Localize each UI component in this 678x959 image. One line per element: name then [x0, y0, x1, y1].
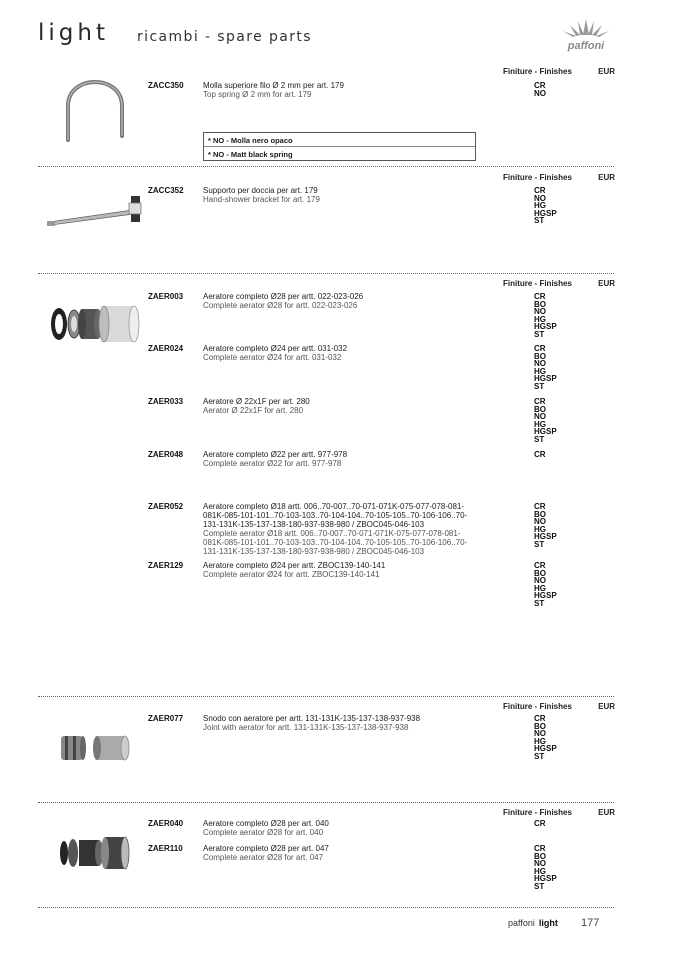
finish-code: ST [534, 881, 545, 891]
description-en: Complete aerator Ø18 artt. 006..70-007..70-071-071K-075-077-078-081-081K-085-101-101..70-103-103..70-104-104..70-105-105..70-106-106..70-131-131K-135-137-138-180-937-938-980 / ZBOC045-046-103 [203, 529, 468, 556]
finish-code: NO [534, 307, 546, 317]
finishes-header-label: Finiture - Finishes [503, 279, 572, 288]
item-description [203, 502, 475, 556]
finish-code: HG [534, 524, 546, 534]
finish-code: NO [534, 88, 546, 98]
finishes-header [503, 808, 615, 817]
item-description [203, 819, 483, 837]
description-it: Aeratore completo Ø28 per artt. 022-023-026 [203, 292, 364, 301]
description-it: Aeratore completo Ø28 per art. 047 [203, 844, 329, 853]
finish-code: NO [534, 576, 546, 586]
eur-header: EUR [598, 173, 615, 182]
finish-code: ST [534, 329, 545, 339]
finish-list [534, 715, 557, 761]
description-en: Complete aerator Ø28 for art. 047 [203, 853, 324, 862]
finish-code: HGSP [534, 322, 557, 332]
description-it: Aeratore completo Ø22 per artt. 977-978 [203, 450, 348, 459]
finishes-header [503, 702, 615, 711]
finish-code: BO [534, 299, 546, 309]
finish-code: CR [534, 561, 546, 570]
item-code: ZAER129 [148, 561, 184, 570]
finish-code: NO [534, 412, 546, 422]
description-en: Complete aerator Ø28 for artt. 022-023-026 [203, 301, 358, 310]
description-en: Aerator Ø 22x1F for art. 280 [203, 406, 304, 415]
description-it: Aeratore completo Ø28 per art. 040 [203, 819, 329, 828]
shower-bracket-image [45, 192, 143, 228]
finish-list [534, 562, 557, 608]
finish-code: HGSP [534, 532, 557, 542]
finish-list [534, 451, 546, 459]
section-divider [38, 166, 614, 167]
finish-code: CR [534, 502, 546, 511]
item-code: ZACC350 [148, 81, 184, 90]
finishes-header-label: Finiture - Finishes [503, 702, 572, 711]
item-description [203, 450, 483, 468]
finishes-header-label: Finiture - Finishes [503, 808, 572, 817]
finish-code: CR [534, 819, 546, 828]
finish-code: ST [534, 598, 545, 608]
finish-code: HG [534, 583, 546, 593]
description-it: Aeratore completo Ø18 artt. 006..70-007..70-071-071K-075-077-078-081-081K-085-101-101..70-103-103..70-104-104..70-105-105..70-106-106..70-131-131K-135-137-138-180-937-938-980 / ZBOC045-046-103 [203, 502, 468, 529]
eur-header: EUR [598, 808, 615, 817]
finish-code: HG [534, 366, 546, 376]
finish-code: HG [534, 201, 546, 211]
aerator-set-image [48, 302, 144, 346]
finish-code: BO [534, 509, 546, 519]
description-en: Hand-shower bracket for art. 179 [203, 195, 320, 204]
page-number: 177 [581, 917, 600, 929]
eur-header: EUR [598, 279, 615, 288]
item-code: ZAER077 [148, 714, 184, 723]
finish-code: HG [534, 866, 546, 876]
description-en: Complete aerator Ø28 for art. 040 [203, 828, 324, 837]
finish-code: ST [534, 216, 545, 226]
finishes-header [503, 279, 615, 288]
finish-code: HGSP [534, 427, 557, 437]
item-description [203, 561, 483, 579]
item-code: ZAER110 [148, 844, 183, 853]
note-en: * NO - Matt black spring [208, 150, 293, 159]
finishes-header [503, 67, 615, 76]
finish-list [534, 845, 557, 891]
finish-code: NO [534, 859, 546, 869]
item-code: ZAER048 [148, 450, 184, 459]
finish-code: ST [534, 751, 545, 761]
item-code: ZAER033 [148, 397, 184, 406]
finish-code: NO [534, 359, 546, 369]
description-en: Joint with aerator for artt. 131-131K-135-137-138-937-938 [203, 723, 409, 732]
finishes-header-label: Finiture - Finishes [503, 67, 572, 76]
finish-code: NO [534, 517, 546, 527]
finish-code: CR [534, 844, 546, 853]
item-code: ZAER024 [148, 344, 184, 353]
finish-list [534, 345, 557, 391]
finish-code: HGSP [534, 874, 557, 884]
description-en: Complete aerator Ø24 for artt. 031-032 [203, 353, 342, 362]
finish-code: CR [534, 292, 546, 301]
logo-wordmark: paffoni [567, 40, 605, 52]
finish-list [534, 82, 546, 97]
item-description [203, 344, 483, 362]
item-code: ZAER052 [148, 502, 184, 511]
item-description [203, 714, 483, 732]
section-divider [38, 696, 614, 697]
finish-code: CR [534, 186, 546, 195]
item-description [203, 397, 483, 415]
description-it: Supporto per doccia per art. 179 [203, 186, 318, 195]
description-it: Molla superiore filo Ø 2 mm per art. 179 [203, 81, 344, 90]
footer-brand: paffoni [508, 918, 535, 928]
item-description [203, 186, 483, 204]
finish-code: HGSP [534, 591, 557, 601]
finish-code: HG [534, 736, 546, 746]
joint-aerator-image [57, 733, 131, 763]
finish-code: CR [534, 450, 546, 459]
eur-header: EUR [598, 67, 615, 76]
section-divider [38, 273, 614, 274]
finish-code: CR [534, 714, 546, 723]
finish-list [534, 293, 557, 339]
finish-code: HG [534, 314, 546, 324]
description-en: Top spring Ø 2 mm for art. 179 [203, 90, 312, 99]
finish-code: CR [534, 81, 546, 90]
finish-code: BO [534, 721, 546, 731]
finish-code: HGSP [534, 374, 557, 384]
finish-code: ST [534, 381, 545, 391]
brand-title: light [38, 20, 109, 46]
spring-image [62, 70, 128, 144]
item-code: ZAER040 [148, 819, 184, 828]
finish-code: BO [534, 404, 546, 414]
finish-list [534, 820, 546, 828]
description-en: Complete aerator Ø22 for artt. 977-978 [203, 459, 342, 468]
finish-list [534, 187, 557, 225]
finish-code: CR [534, 344, 546, 353]
finish-list [534, 398, 557, 444]
note-divider [204, 146, 475, 147]
finishes-header-label: Finiture - Finishes [503, 173, 572, 182]
page-subtitle: ricambi - spare parts [137, 29, 312, 45]
section-divider [38, 907, 614, 908]
item-description [203, 844, 483, 862]
finish-code: NO [534, 729, 546, 739]
page-footer [508, 917, 600, 929]
finishes-header [503, 173, 615, 182]
finish-code: BO [534, 851, 546, 861]
item-description [203, 292, 483, 310]
finish-code: HGSP [534, 744, 557, 754]
aerator-parts-image [57, 832, 131, 874]
finish-code: ST [534, 539, 545, 549]
eur-header: EUR [598, 702, 615, 711]
item-code: ZAER003 [148, 292, 184, 301]
description-it: Aeratore Ø 22x1F per art. 280 [203, 397, 310, 406]
item-description [203, 81, 483, 99]
finish-code: BO [534, 568, 546, 578]
note-it: * NO - Molla nero opaco [208, 136, 293, 145]
finish-code: HG [534, 419, 546, 429]
item-code: ZACC352 [148, 186, 184, 195]
finish-list [534, 503, 557, 549]
finish-code: NO [534, 193, 546, 203]
finish-code: HGSP [534, 208, 557, 218]
note-box [203, 132, 476, 161]
description-it: Aeratore completo Ø24 per artt. 031-032 [203, 344, 348, 353]
finish-code: ST [534, 434, 545, 444]
finish-code: BO [534, 351, 546, 361]
description-it: Snodo con aeratore per artt. 131-131K-135-137-138-937-938 [203, 714, 421, 723]
paffoni-logo [558, 17, 614, 53]
description-it: Aeratore completo Ø24 per artt. ZBOC139-140-141 [203, 561, 386, 570]
section-divider [38, 802, 614, 803]
finish-code: CR [534, 397, 546, 406]
footer-line: light [538, 918, 558, 928]
description-en: Complete aerator Ø24 for artt. ZBOC139-140-141 [203, 570, 380, 579]
